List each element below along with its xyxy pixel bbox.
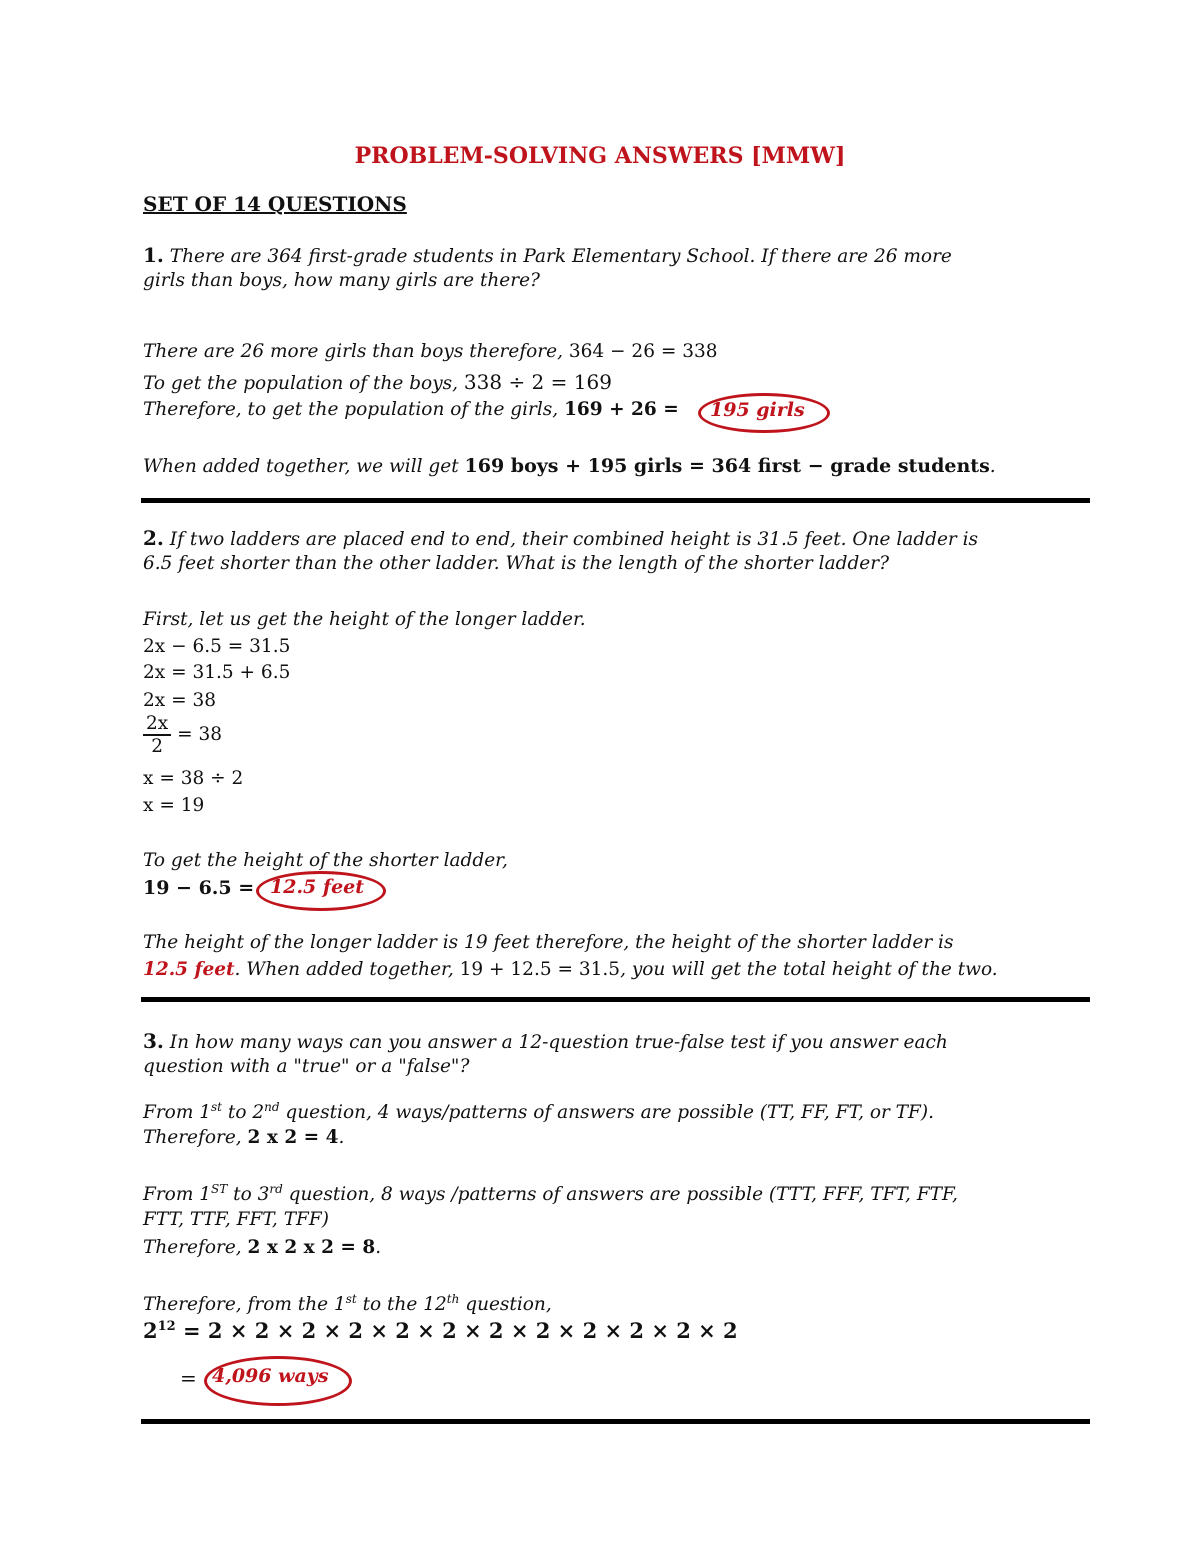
q1-answer: 195 girls bbox=[710, 399, 805, 421]
q3-power-rhs: = 2 × 2 × 2 × 2 × 2 × 2 × 2 × 2 × 2 × 2 × 2 × 2 bbox=[175, 1318, 738, 1343]
q2-answer: 12.5 feet bbox=[270, 876, 365, 898]
q1-step1-math: 364 − 26 = 338 bbox=[568, 341, 718, 362]
q2-summary-end: , you will get the total height of the two. bbox=[620, 959, 998, 980]
q2-summary-math: 19 + 12.5 = 31.5 bbox=[459, 959, 621, 980]
q2-question-line2: 6.5 feet shorter than the other ladder. What is the length of the shorter ladder? bbox=[143, 553, 889, 574]
q3-para1-text-b: to 2 bbox=[222, 1102, 265, 1124]
q3-power-exponent: 12 bbox=[157, 1319, 176, 1334]
q3-question bbox=[143, 1029, 948, 1053]
q1-question-line1: There are 364 first-grade students in Park Elementary School. If there are 26 more bbox=[169, 246, 952, 267]
q3-equals-sign: = bbox=[180, 1366, 197, 1390]
page-title: PROBLEM-SOLVING ANSWERS [MMW] bbox=[354, 143, 846, 169]
q1-question-line2: girls than boys, how many girls are there? bbox=[143, 270, 540, 291]
q3-para3 bbox=[143, 1292, 552, 1315]
q2-eq2: 2x = 31.5 + 6.5 bbox=[143, 662, 291, 683]
q1-step2 bbox=[143, 370, 612, 394]
q3-para2-therefore-text: Therefore, bbox=[143, 1237, 248, 1258]
q2-eq3: 2x = 38 bbox=[143, 690, 217, 711]
q3-para1-text-a: From 1 bbox=[143, 1102, 212, 1124]
q3-para3-text-c: question, bbox=[459, 1294, 552, 1316]
q3-para1-sup2: nd bbox=[264, 1100, 280, 1114]
q3-para1-math: 2 x 2 = 4 bbox=[247, 1127, 339, 1148]
q3-para2 bbox=[143, 1182, 958, 1205]
divider-1 bbox=[141, 498, 1090, 503]
q1-step3 bbox=[143, 399, 679, 420]
q3-para2-sup1: ST bbox=[211, 1182, 228, 1196]
q3-para1-text-c: question, 4 ways/patterns of answers are possible (TT, FF, FT, or TF). bbox=[279, 1102, 934, 1124]
q2-eq4-denominator: 2 bbox=[151, 736, 163, 757]
q1-step1-text: There are 26 more girls than boys therefore, bbox=[143, 341, 569, 362]
q2-shorter-intro: To get the height of the shorter ladder, bbox=[143, 850, 508, 871]
q2-number: 2. bbox=[143, 526, 164, 550]
q1-check-text: When added together, we will get bbox=[143, 456, 465, 477]
q2-eq6: x = 19 bbox=[143, 795, 205, 816]
q2-intro: First, let us get the height of the longer ladder. bbox=[143, 609, 586, 630]
q1-check bbox=[143, 455, 996, 477]
q3-question-line2: question with a "true" or a "false"? bbox=[143, 1056, 470, 1077]
q1-step3-text: Therefore, to get the population of the girls, bbox=[143, 399, 565, 420]
q3-para1-therefore bbox=[143, 1127, 344, 1148]
q2-question bbox=[143, 526, 978, 550]
q1-check-math: 169 boys + 195 girls = 364 first − grade students bbox=[464, 455, 990, 477]
q2-summary-line1: The height of the longer ladder is 19 feet therefore, the height of the shorter ladder is bbox=[143, 932, 954, 953]
q1-step2-math: 338 ÷ 2 = 169 bbox=[463, 370, 612, 394]
q3-power-base: 2 bbox=[143, 1318, 158, 1343]
divider-3 bbox=[141, 1419, 1090, 1424]
q1-number: 1. bbox=[143, 243, 164, 267]
q1-check-end: . bbox=[989, 456, 996, 477]
q2-summary-line2 bbox=[143, 959, 998, 980]
divider-2 bbox=[141, 997, 1090, 1002]
q2-shorter-math: 19 − 6.5 = bbox=[143, 877, 255, 899]
q3-para1-end: . bbox=[338, 1127, 345, 1148]
q2-summary-mid: . When added together, bbox=[234, 959, 460, 980]
q2-eq1: 2x − 6.5 = 31.5 bbox=[143, 636, 291, 657]
q3-para2-sup2: rd bbox=[269, 1182, 283, 1196]
q3-para1 bbox=[143, 1100, 934, 1123]
q2-question-line1: If two ladders are placed end to end, their combined height is 31.5 feet. One ladder is bbox=[169, 529, 979, 550]
section-heading: SET OF 14 QUESTIONS bbox=[143, 192, 407, 216]
q3-para1-sup1: st bbox=[211, 1100, 222, 1114]
q3-para2-line2: FTT, TTF, FFT, TFF) bbox=[143, 1209, 329, 1230]
q1-step1 bbox=[143, 341, 718, 362]
q2-eq4-numerator: 2x bbox=[143, 713, 171, 736]
q3-para2-therefore bbox=[143, 1237, 381, 1258]
q2-eq5: x = 38 ÷ 2 bbox=[143, 768, 244, 789]
q3-para3-sup1: st bbox=[345, 1292, 357, 1306]
q3-para3-sup2: th bbox=[446, 1292, 460, 1306]
q3-para2-end: . bbox=[375, 1237, 382, 1258]
q1-step2-text: To get the population of the boys, bbox=[143, 373, 464, 394]
q3-para2-math: 2 x 2 x 2 = 8 bbox=[247, 1237, 376, 1258]
q3-power-equation bbox=[143, 1318, 738, 1343]
q3-para1-therefore-text: Therefore, bbox=[143, 1127, 248, 1148]
q3-para2-text-b: to 3 bbox=[227, 1184, 270, 1206]
q3-question-line1: In how many ways can you answer a 12-question true-false test if you answer each bbox=[169, 1032, 948, 1053]
q3-number: 3. bbox=[143, 1029, 164, 1053]
q3-para2-text-c: question, 8 ways /patterns of answers are possible (TTT, FFF, TFT, FTF, bbox=[282, 1184, 958, 1206]
q2-eq4-rhs: = 38 bbox=[177, 724, 223, 745]
q2-summary-answer: 12.5 feet bbox=[143, 959, 235, 980]
q3-answer: 4,096 ways bbox=[212, 1365, 329, 1387]
q3-para2-text-a: From 1 bbox=[143, 1184, 212, 1206]
q1-step3-math: 169 + 26 = bbox=[564, 399, 679, 420]
q2-eq4-fraction bbox=[143, 713, 171, 757]
q3-para3-text-a: Therefore, from the 1 bbox=[143, 1294, 346, 1316]
q3-para3-text-b: to the 12 bbox=[356, 1294, 447, 1316]
q1-question bbox=[143, 243, 952, 267]
q2-eq4 bbox=[143, 713, 222, 757]
